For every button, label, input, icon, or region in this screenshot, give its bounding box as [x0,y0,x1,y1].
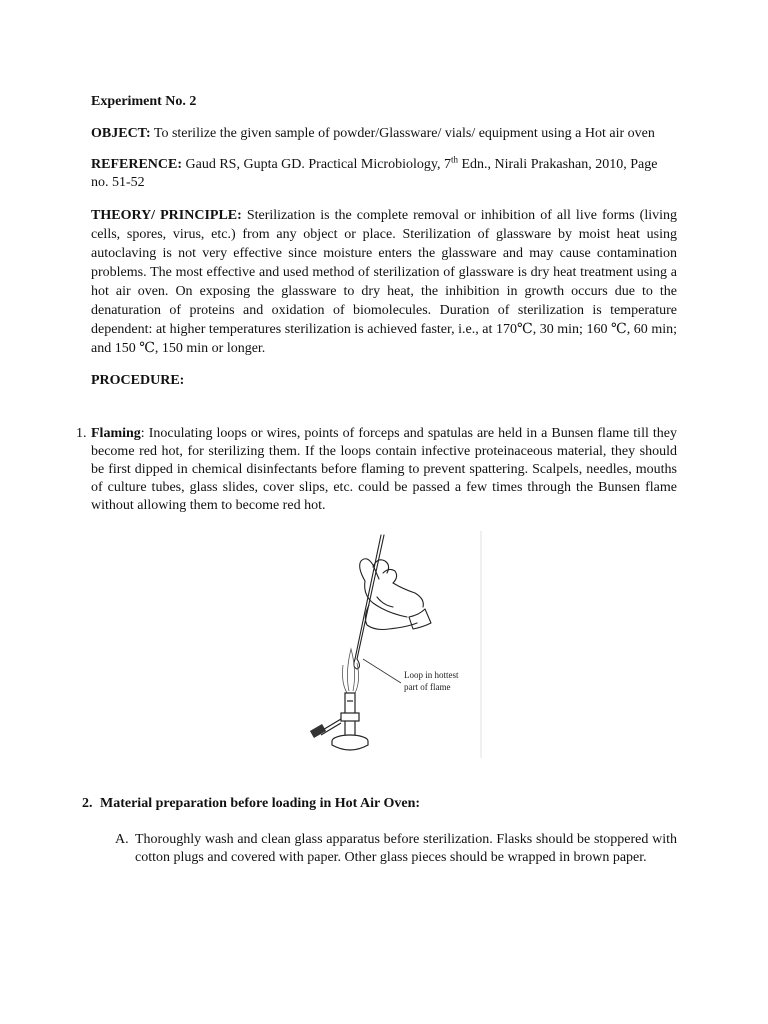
figure-label-line-2: part of flame [404,682,451,692]
object-paragraph [91,124,677,143]
theory-text: Sterilization is the complete removal or inhibition of all live forms (living cells, spores, virus, etc.) from any object or place. Sterilization of glassware by moist heat using autoclaving is not very effective since moisture enters the glassware and may cause contamination problems. The most effective and used method of sterilization of glassware is dry heat treatment using a hot air oven. On exposing the glassware to dry heat, the inhibition in growth occurs due to the denaturation of proteins and oxidation of biomolecules. Duration of sterilization is temperature dependent: at higher temperatures sterilization is achieved faster, i.e., at 170℃, 30 min; 160 ℃, 60 min; and 150 ℃, 150 min or longer. [91,208,677,356]
reference-sup: th [450,154,458,165]
figure-label-line-1: Loop in hottest [404,670,459,680]
object-label: OBJECT: [91,126,151,141]
reference-text-2: Edn., Nirali Prakashan, 2010, Page no. 51-52 [91,157,658,190]
procedure-heading: PROCEDURE: [91,373,185,388]
object-text: To sterilize the given sample of powder/Glassware/ vials/ equipment using a Hot air oven [150,126,655,141]
flaming-illustration [297,531,482,758]
reference-paragraph [91,156,677,192]
item-1-number: 1. [76,426,87,441]
reference-text-1: Gaud RS, Gupta GD. Practical Microbiology, 7 [182,157,451,172]
experiment-title: Experiment No. 2 [91,94,197,109]
item-1-label: Flaming [91,426,141,441]
theory-label: THEORY/ PRINCIPLE: [91,208,242,223]
item-2a-letter: A. [115,832,129,847]
bunsen-burner-image [297,531,480,758]
theory-paragraph [91,206,677,358]
item-2-heading: Material preparation before loading in Hot Air Oven: [100,796,421,811]
item-1-flaming [91,425,677,515]
reference-label: REFERENCE: [91,157,183,172]
item-2-number: 2. [82,796,93,811]
item-1-text: : Inoculating loops or wires, points of forceps and spatulas are held in a Bunsen flame till they become red hot, for sterilizing them. If the loops contain infective proteinaceous material, they should be first dipped in chemical disinfectants before flaming to prevent spattering. Scalpels, needles, mouths of culture tubes, glass slides, cover slips, etc. could be passed a few times through the Bunsen flame without allowing them to become red hot. [91,426,677,513]
item-2a-text: Thoroughly wash and clean glass apparatus before sterilization. Flasks should be stoppered with cotton plugs and covered with paper. Other glass pieces should be wrapped in brown paper. [135,832,677,865]
